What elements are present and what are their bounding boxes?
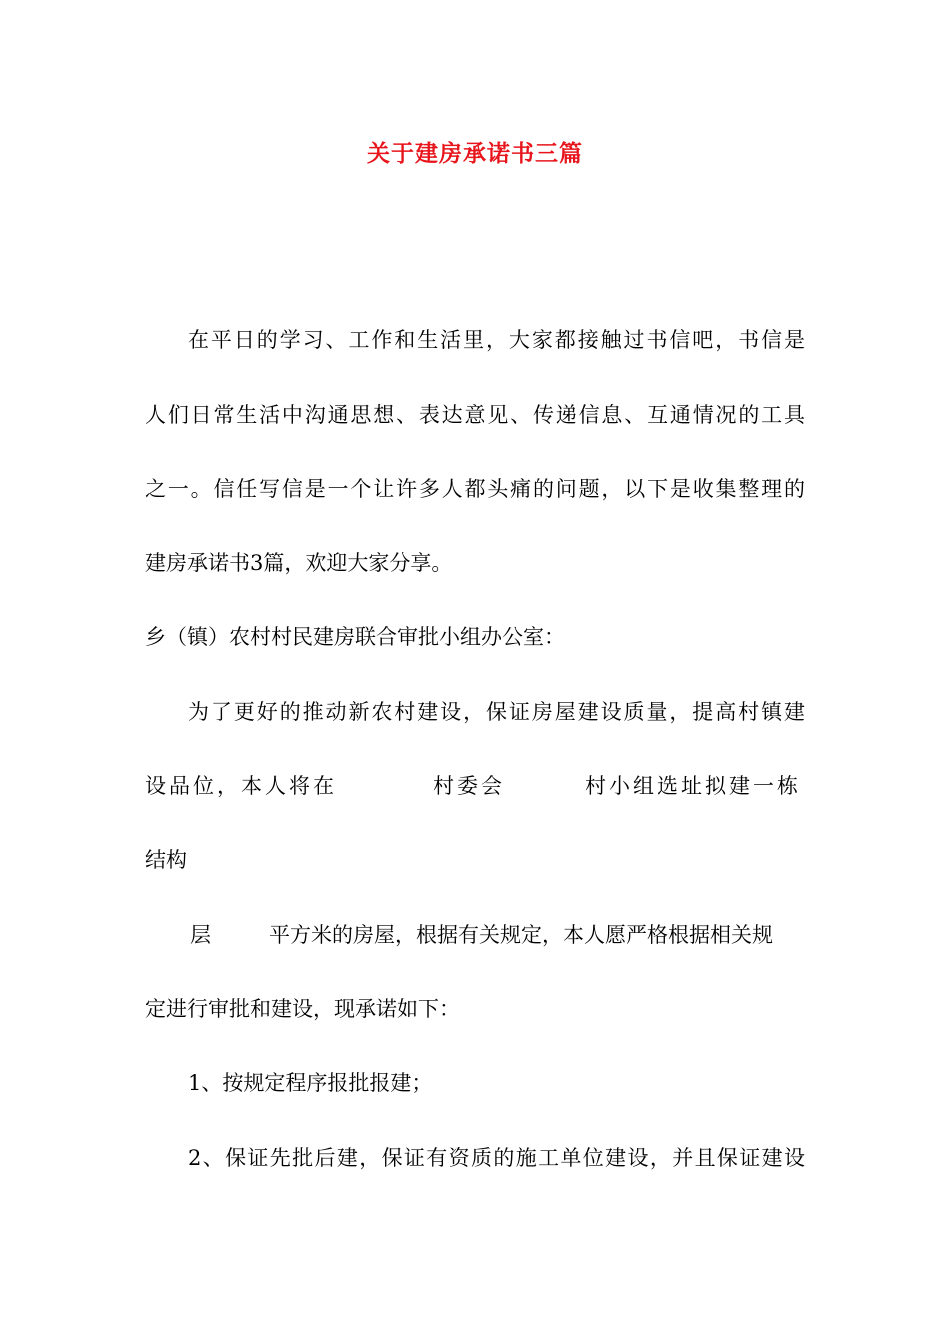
para2-line-1-part-b: 平方米的房屋，根据有关规定，本人愿严格根据相关规	[269, 923, 773, 947]
para1-line-1: 为了更好的推动新农村建设，保证房屋建设质量，提高村镇建	[188, 700, 805, 724]
para1-line-2-part-c: 村小组选址拟建一栋	[585, 774, 801, 798]
para2-line-2: 定进行审批和建设，现承诺如下：	[145, 997, 460, 1021]
para1-line-2-part-b: 村委会	[433, 774, 505, 798]
list-item-2: 2、保证先批后建，保证有资质的施工单位建设，并且保证建设	[188, 1146, 805, 1170]
intro-line-1: 在平日的学习、工作和生活里，大家都接触过书信吧，书信是	[188, 328, 805, 352]
para1-line-3: 结构	[145, 848, 187, 872]
intro-line-2: 人们日常生活中沟通思想、表达意见、传递信息、互通情况的工具	[145, 403, 805, 427]
para1-line-2	[145, 771, 805, 801]
para1-line-2-part-a: 设品位，本人将在	[145, 774, 337, 798]
intro-line-3: 之一。信任写信是一个让许多人都头痛的问题，以下是收集整理的	[145, 477, 805, 501]
intro-line-4: 建房承诺书3篇，欢迎大家分享。	[145, 551, 453, 575]
document-title: 关于建房承诺书三篇	[367, 140, 583, 167]
salutation: 乡（镇）农村村民建房联合审批小组办公室：	[145, 625, 565, 649]
para2-line-1	[145, 920, 805, 950]
list-item-1: 1、按规定程序报批报建；	[188, 1071, 433, 1095]
para2-line-1-part-a: 层	[190, 923, 211, 947]
